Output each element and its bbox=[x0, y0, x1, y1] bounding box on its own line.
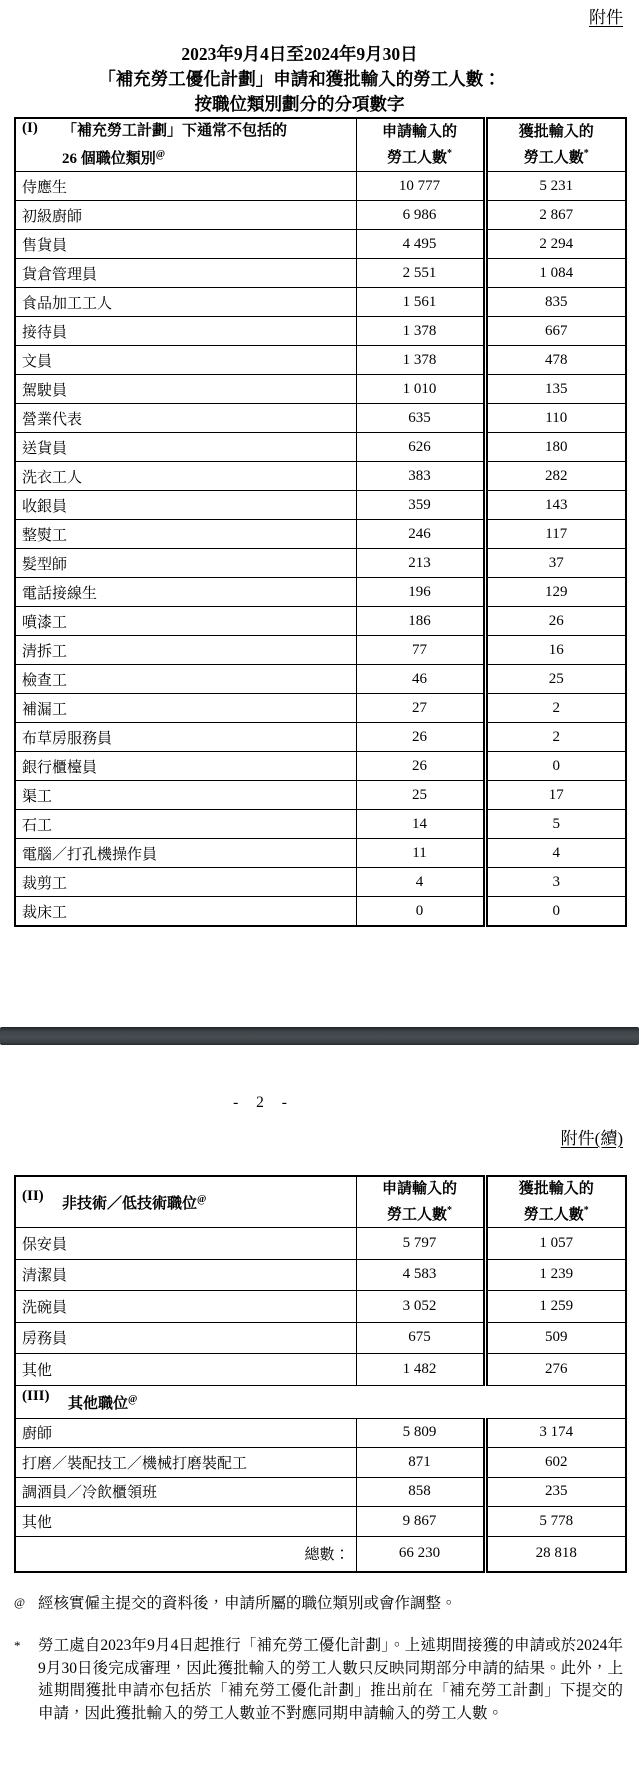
approved-count-cell: 180 bbox=[485, 433, 626, 462]
footnote-ref-at: @ bbox=[128, 1393, 138, 1405]
applied-count-cell: 1 378 bbox=[356, 346, 485, 375]
table-row bbox=[15, 752, 626, 781]
approved-count-cell: 276 bbox=[485, 1354, 626, 1386]
table-row bbox=[15, 723, 626, 752]
applied-count-cell: 675 bbox=[356, 1322, 485, 1354]
applied-count-cell: 871 bbox=[356, 1448, 485, 1478]
section-title: 其他職位@ bbox=[68, 1393, 138, 1412]
table-row bbox=[15, 636, 626, 665]
total-approved-value: 28 818 bbox=[485, 1536, 626, 1572]
job-title-cell: 食品加工工人 bbox=[15, 288, 356, 317]
approved-count-cell: 1 239 bbox=[485, 1259, 626, 1291]
job-title-cell: 其他 bbox=[15, 1354, 356, 1386]
applied-count-cell: 2 551 bbox=[356, 259, 485, 288]
applied-count-cell: 11 bbox=[356, 839, 485, 868]
appendix-continued-label-text: 附件(續) bbox=[560, 1129, 623, 1148]
approved-count-cell: 1 084 bbox=[485, 259, 626, 288]
approved-count-cell: 2 867 bbox=[485, 201, 626, 230]
applied-count-cell: 6 986 bbox=[356, 201, 485, 230]
table-row bbox=[15, 781, 626, 810]
table-row bbox=[15, 520, 626, 549]
applied-count-cell: 196 bbox=[356, 578, 485, 607]
applied-count-cell: 10 777 bbox=[356, 172, 485, 201]
column-header-applied: 申請輸入的 勞工人數* bbox=[356, 1176, 485, 1228]
job-title-cell: 銀行櫃檯員 bbox=[15, 752, 356, 781]
job-title-cell: 打磨／裝配技工／機械打磨裝配工 bbox=[15, 1448, 356, 1478]
job-title-cell: 貨倉管理員 bbox=[15, 259, 356, 288]
total-label: 總數： bbox=[15, 1536, 356, 1572]
applied-count-cell: 383 bbox=[356, 462, 485, 491]
job-title-cell: 售貨員 bbox=[15, 230, 356, 259]
section-number: (II) bbox=[22, 1188, 44, 1204]
applied-count-cell: 213 bbox=[356, 549, 485, 578]
applied-count-cell: 246 bbox=[356, 520, 485, 549]
job-title-cell: 洗碗員 bbox=[15, 1291, 356, 1323]
column-header-applied: 申請輸入的 勞工人數* bbox=[356, 118, 485, 172]
job-title-cell: 接待員 bbox=[15, 317, 356, 346]
table-row bbox=[15, 491, 626, 520]
approved-count-cell: 5 bbox=[485, 810, 626, 839]
approved-count-cell: 1 259 bbox=[485, 1291, 626, 1323]
applied-count-cell: 626 bbox=[356, 433, 485, 462]
table-row bbox=[15, 694, 626, 723]
approved-count-cell: 5 778 bbox=[485, 1507, 626, 1537]
footnote-star bbox=[14, 1635, 623, 1725]
approved-count-cell: 602 bbox=[485, 1448, 626, 1478]
table-row bbox=[15, 868, 626, 897]
applied-count-cell: 635 bbox=[356, 404, 485, 433]
table-row bbox=[15, 201, 626, 230]
job-title-cell: 電話接線生 bbox=[15, 578, 356, 607]
applied-count-cell: 4 495 bbox=[356, 230, 485, 259]
approved-count-cell: 509 bbox=[485, 1322, 626, 1354]
approved-count-cell: 0 bbox=[485, 752, 626, 781]
job-title-cell: 電腦／打孔機操作員 bbox=[15, 839, 356, 868]
table-row bbox=[15, 1507, 626, 1537]
approved-count-cell: 1 057 bbox=[485, 1228, 626, 1260]
table-row bbox=[15, 288, 626, 317]
approved-count-cell: 3 174 bbox=[485, 1418, 626, 1448]
applied-count-cell: 46 bbox=[356, 665, 485, 694]
approved-count-cell: 135 bbox=[485, 375, 626, 404]
approved-count-cell: 17 bbox=[485, 781, 626, 810]
section-title: 「補充勞工計劃」下通常不包括的 26 個職位類別@ bbox=[62, 122, 288, 167]
applied-count-cell: 4 583 bbox=[356, 1259, 485, 1291]
total-row bbox=[15, 1536, 626, 1572]
table-row bbox=[15, 1259, 626, 1291]
footnote-ref-star: * bbox=[583, 1205, 589, 1216]
applied-count-cell: 27 bbox=[356, 694, 485, 723]
applied-count-cell: 25 bbox=[356, 781, 485, 810]
approved-count-cell: 5 231 bbox=[485, 172, 626, 201]
job-title-cell: 清潔員 bbox=[15, 1259, 356, 1291]
table-row bbox=[15, 317, 626, 346]
table-row bbox=[15, 1228, 626, 1260]
table-row bbox=[15, 375, 626, 404]
approved-count-cell: 235 bbox=[485, 1477, 626, 1507]
applied-count-cell: 3 052 bbox=[356, 1291, 485, 1323]
approved-count-cell: 129 bbox=[485, 578, 626, 607]
approved-count-cell: 2 bbox=[485, 723, 626, 752]
table-1-section-header bbox=[15, 118, 356, 172]
applied-count-cell: 359 bbox=[356, 491, 485, 520]
table-row bbox=[15, 1322, 626, 1354]
section-title: 非技術／低技術職位@ bbox=[62, 1194, 207, 1212]
approved-count-cell: 2 294 bbox=[485, 230, 626, 259]
job-title-cell: 初級廚師 bbox=[15, 201, 356, 230]
page-separator-bar bbox=[0, 1027, 639, 1045]
table-1-header-row bbox=[15, 118, 626, 172]
approved-count-cell: 110 bbox=[485, 404, 626, 433]
applied-count-cell: 5 809 bbox=[356, 1418, 485, 1448]
footnote-at-text: 經核實僱主提交的資料後，申請所屬的職位類別或會作調整。 bbox=[38, 1594, 457, 1612]
section-3-header-cell bbox=[15, 1385, 626, 1418]
footnote-at bbox=[14, 1593, 623, 1616]
table-row bbox=[15, 810, 626, 839]
job-title-cell: 駕駛員 bbox=[15, 375, 356, 404]
approved-count-cell: 0 bbox=[485, 897, 626, 927]
table-2-section-3-body bbox=[15, 1418, 626, 1536]
approved-count-cell: 835 bbox=[485, 288, 626, 317]
footnote-ref-at: @ bbox=[155, 148, 166, 160]
approved-count-cell: 26 bbox=[485, 607, 626, 636]
approved-count-cell: 4 bbox=[485, 839, 626, 868]
appendix-label bbox=[0, 0, 639, 30]
column-header-approved: 獲批輸入的 勞工人數* bbox=[485, 1176, 626, 1228]
job-title-cell: 補漏工 bbox=[15, 694, 356, 723]
page-number: - 2 - bbox=[233, 1094, 287, 1111]
approved-count-cell: 25 bbox=[485, 665, 626, 694]
applied-count-cell: 14 bbox=[356, 810, 485, 839]
table-other-job-categories bbox=[14, 1175, 627, 1573]
footnote-at-marker: @ bbox=[14, 1594, 26, 1609]
applied-count-cell: 0 bbox=[356, 897, 485, 927]
applied-count-cell: 858 bbox=[356, 1477, 485, 1507]
table-row bbox=[15, 665, 626, 694]
approved-count-cell: 143 bbox=[485, 491, 626, 520]
table-row bbox=[15, 172, 626, 201]
approved-count-cell: 282 bbox=[485, 462, 626, 491]
job-title-cell: 渠工 bbox=[15, 781, 356, 810]
job-title-cell: 保安員 bbox=[15, 1228, 356, 1260]
job-title-cell: 文員 bbox=[15, 346, 356, 375]
section-number: (III) bbox=[22, 1387, 50, 1404]
title-line-2: 「補充勞工優化計劃」申請和獲批輸入的勞工人數： bbox=[98, 69, 501, 89]
approved-count-cell: 16 bbox=[485, 636, 626, 665]
applied-count-cell: 26 bbox=[356, 723, 485, 752]
applied-count-cell: 77 bbox=[356, 636, 485, 665]
job-title-cell: 洗衣工人 bbox=[15, 462, 356, 491]
job-title-cell: 整熨工 bbox=[15, 520, 356, 549]
table-row bbox=[15, 1418, 626, 1448]
section-3-header-row bbox=[15, 1385, 626, 1418]
applied-count-cell: 1 378 bbox=[356, 317, 485, 346]
job-title-cell: 髮型師 bbox=[15, 549, 356, 578]
applied-count-cell: 4 bbox=[356, 868, 485, 897]
footnote-ref-at: @ bbox=[197, 1194, 207, 1205]
table-row bbox=[15, 549, 626, 578]
table-row bbox=[15, 1291, 626, 1323]
column-header-approved: 獲批輸入的 勞工人數* bbox=[485, 118, 626, 172]
table-1-body bbox=[15, 172, 626, 927]
approved-count-cell: 37 bbox=[485, 549, 626, 578]
job-title-cell: 檢查工 bbox=[15, 665, 356, 694]
job-title-cell: 石工 bbox=[15, 810, 356, 839]
table-row bbox=[15, 839, 626, 868]
table-row bbox=[15, 1354, 626, 1386]
table-row bbox=[15, 404, 626, 433]
job-title-cell: 房務員 bbox=[15, 1322, 356, 1354]
applied-count-cell: 186 bbox=[356, 607, 485, 636]
applied-count-cell: 1 561 bbox=[356, 288, 485, 317]
title-line-3: 按職位類別劃分的分項數字 bbox=[194, 94, 405, 114]
approved-count-cell: 2 bbox=[485, 694, 626, 723]
table-row bbox=[15, 346, 626, 375]
job-title-cell: 噴漆工 bbox=[15, 607, 356, 636]
table-row bbox=[15, 578, 626, 607]
appendix-label-text: 附件 bbox=[589, 8, 623, 27]
table-row bbox=[15, 607, 626, 636]
appendix-continued-label bbox=[0, 1113, 639, 1151]
table-row bbox=[15, 1477, 626, 1507]
job-title-cell: 裁剪工 bbox=[15, 868, 356, 897]
job-title-cell: 布草房服務員 bbox=[15, 723, 356, 752]
approved-count-cell: 3 bbox=[485, 868, 626, 897]
table-2-section-2-body bbox=[15, 1228, 626, 1386]
table-row bbox=[15, 259, 626, 288]
job-title-cell: 收銀員 bbox=[15, 491, 356, 520]
job-title-cell: 裁床工 bbox=[15, 897, 356, 927]
table-excluded-job-categories bbox=[14, 117, 627, 927]
applied-count-cell: 5 797 bbox=[356, 1228, 485, 1260]
job-title-cell: 清拆工 bbox=[15, 636, 356, 665]
job-title-cell: 調酒員／冷飲櫃領班 bbox=[15, 1477, 356, 1507]
footnote-ref-star: * bbox=[447, 148, 452, 159]
approved-count-cell: 478 bbox=[485, 346, 626, 375]
table-2-header-row bbox=[15, 1176, 626, 1228]
footnote-ref-star: * bbox=[583, 148, 589, 159]
table-2-section-header bbox=[15, 1176, 356, 1228]
applied-count-cell: 26 bbox=[356, 752, 485, 781]
footnote-star-text: 勞工處自2023年9月4日起推行「補充勞工優化計劃」。上述期間接獲的申請或於2024年9月30日後完成審理，因此獲批輸入的勞工人數只反映同期部分申請的結果。此外，上述期間獲批申請亦包括於「補充勞工優化計劃」推出前在「補充勞工計劃」下提交的申請，因此獲批輸入的勞工人數並不對應同期申請輸入的勞工人數。 bbox=[38, 1637, 623, 1722]
applied-count-cell: 1 010 bbox=[356, 375, 485, 404]
table-row bbox=[15, 897, 626, 927]
table-row bbox=[15, 433, 626, 462]
table-row bbox=[15, 462, 626, 491]
job-title-cell: 廚師 bbox=[15, 1418, 356, 1448]
table-row bbox=[15, 1448, 626, 1478]
job-title-cell: 送貨員 bbox=[15, 433, 356, 462]
table-row bbox=[15, 230, 626, 259]
section-number: (I) bbox=[22, 119, 38, 136]
job-title-cell: 侍應生 bbox=[15, 172, 356, 201]
approved-count-cell: 117 bbox=[485, 520, 626, 549]
document-title bbox=[14, 42, 585, 117]
job-title-cell: 營業代表 bbox=[15, 404, 356, 433]
total-applied-value: 66 230 bbox=[356, 1536, 485, 1572]
job-title-cell: 其他 bbox=[15, 1507, 356, 1537]
applied-count-cell: 1 482 bbox=[356, 1354, 485, 1386]
title-line-1: 2023年9月4日至2024年9月30日 bbox=[181, 44, 418, 64]
applied-count-cell: 9 867 bbox=[356, 1507, 485, 1537]
footnote-ref-star: * bbox=[447, 1205, 452, 1216]
footnote-star-marker: * bbox=[14, 1638, 21, 1653]
approved-count-cell: 667 bbox=[485, 317, 626, 346]
